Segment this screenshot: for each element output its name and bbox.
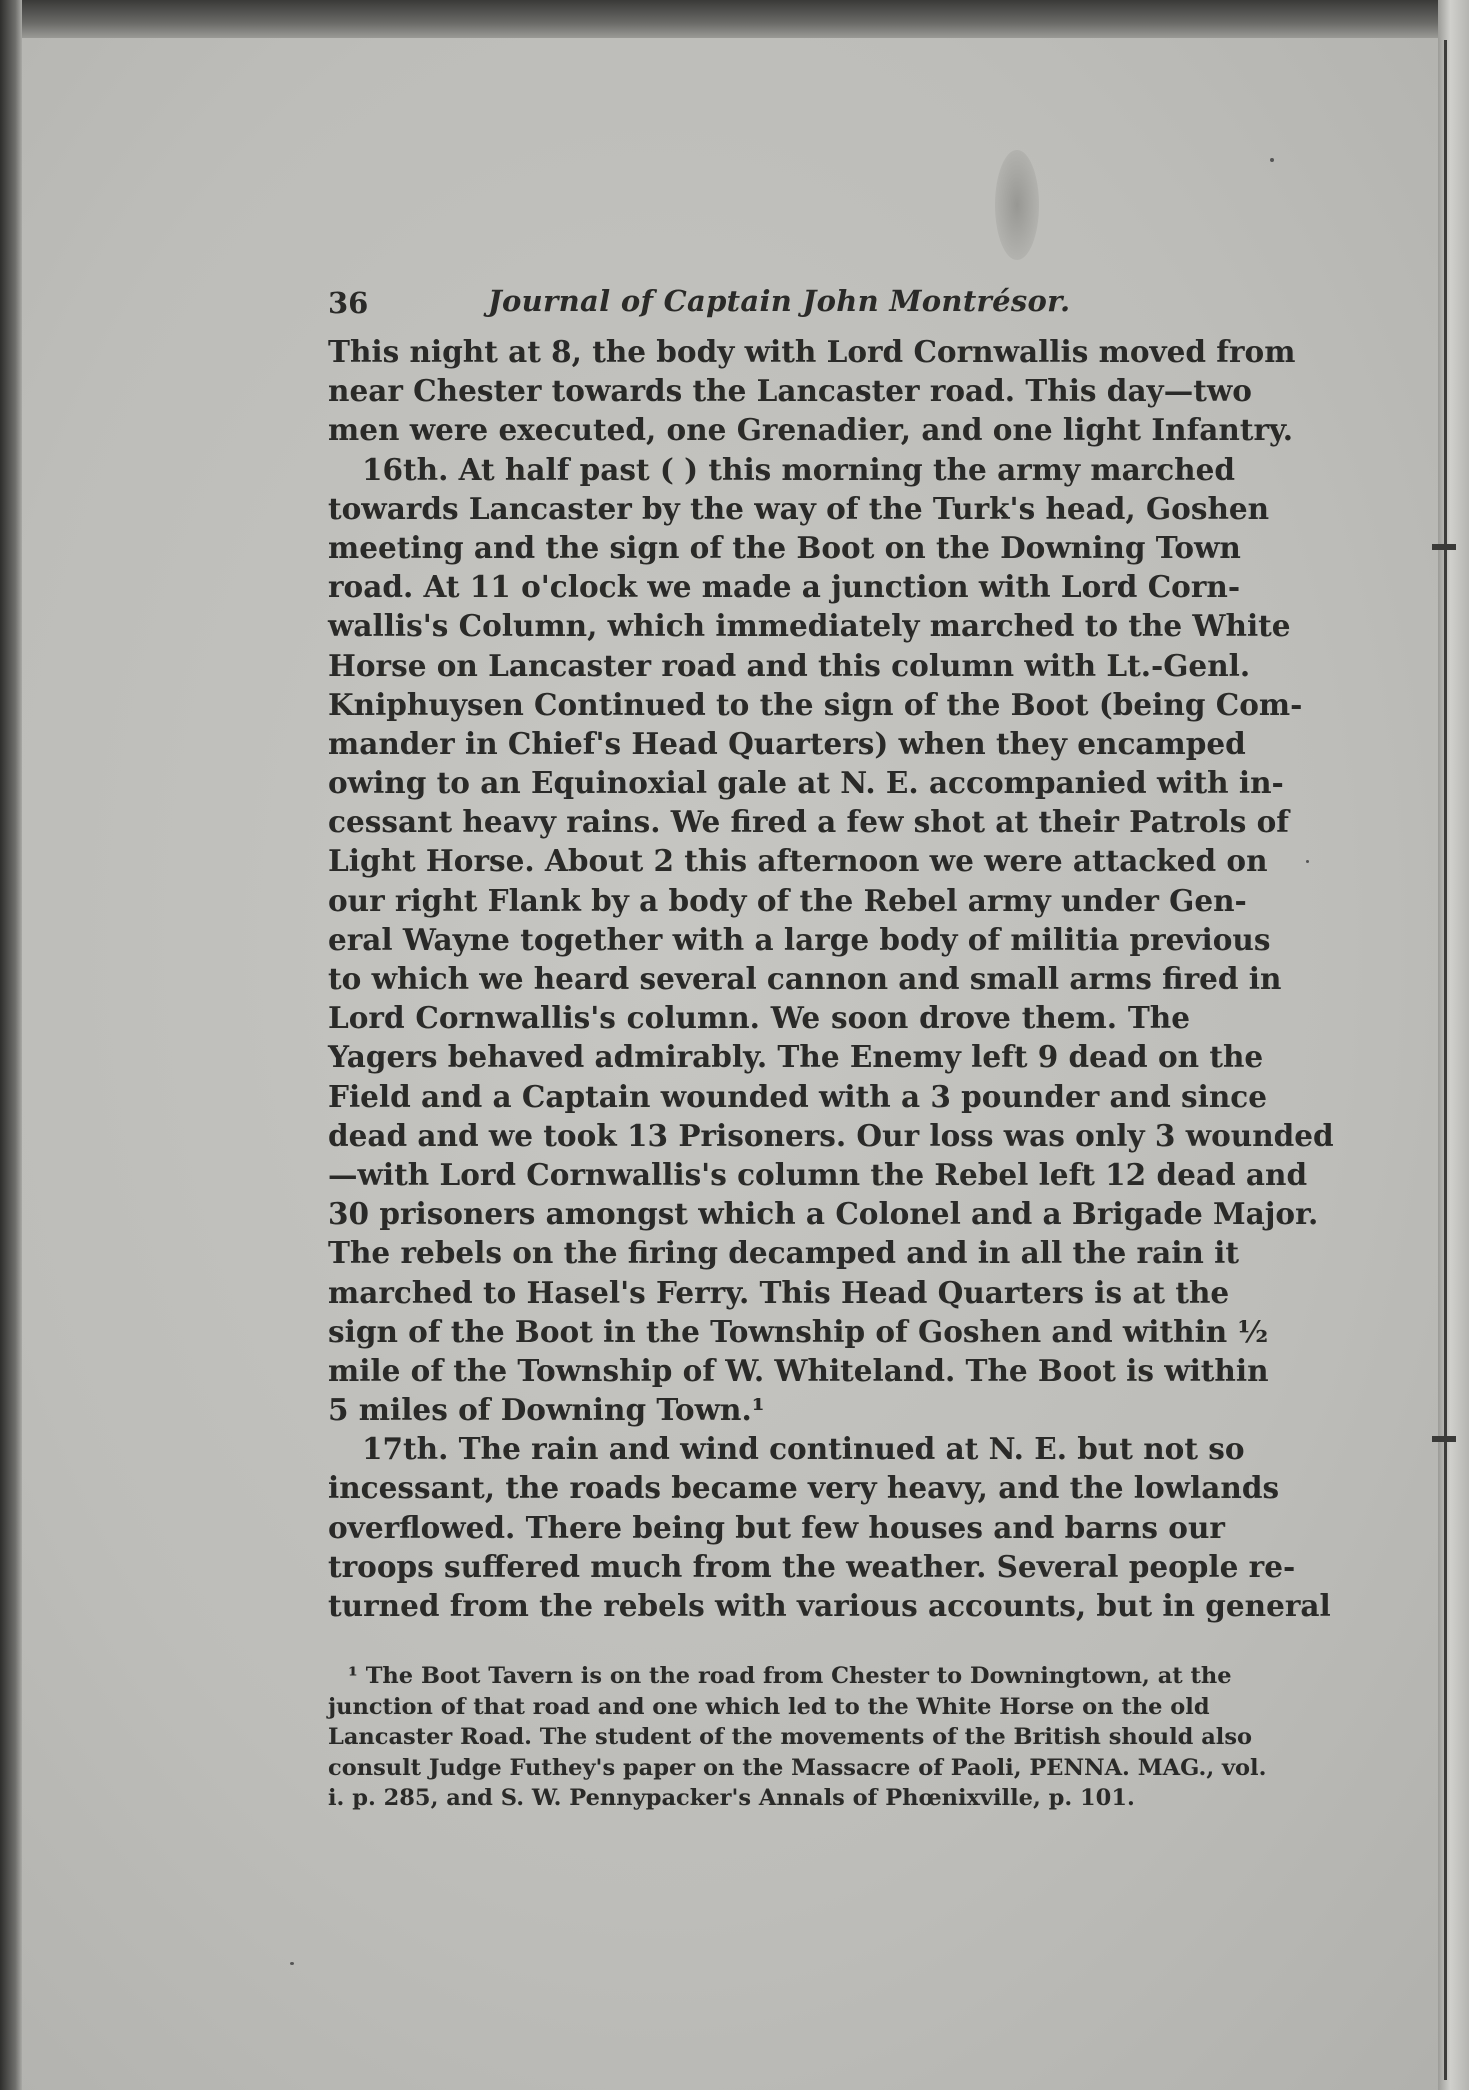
body-line: eral Wayne together with a large body of militia previous [328,921,1271,957]
binding-line [1444,40,1447,2080]
body-line: Lord Cornwallis's column. We soon drove them. The [328,1000,1190,1036]
page-top-edge [0,0,1469,38]
body-line: men were executed, one Grenadier, and one light Infantry. [328,412,1294,448]
footnote-line: i. p. 285, and S. W. Pennypacker's Annals of Phœnixville, p. 101. [328,1785,1135,1812]
body-line: our right Flank by a body of the Rebel army under Gen- [328,882,1247,918]
body-line: sign of the Boot in the Township of Goshen and within ½ [328,1313,1269,1349]
body-line: cessant heavy rains. We fired a few shot at their Patrols of [328,804,1289,840]
body-line: The rebels on the firing decamped and in all the rain it [328,1235,1239,1271]
body-line: 16th. At half past ( ) this morning the army marched [362,451,1236,487]
binding-mark [1432,1436,1456,1442]
body-line: 5 miles of Downing Town.¹ [328,1392,765,1428]
body-line: mile of the Township of W. Whiteland. The Boot is within [328,1352,1269,1388]
body-line: Light Horse. About 2 this afternoon we were attacked on [328,843,1268,879]
binding-mark [1432,544,1456,550]
body-line: owing to an Equinoxial gale at N. E. accompanied with in- [328,765,1284,801]
body-line: towards Lancaster by the way of the Turk's head, Goshen [328,490,1270,526]
page-number: 36 [328,286,369,320]
page-left-edge [0,0,22,2090]
body-line: near Chester towards the Lancaster road. This day—two [328,373,1252,409]
dust-speck [1306,860,1309,863]
body-line: marched to Hasel's Ferry. This Head Quarters is at the [328,1274,1230,1310]
body-line: meeting and the sign of the Boot on the Downing Town [328,529,1241,565]
dust-speck [1270,158,1274,162]
body-line: Field and a Captain wounded with a 3 pounder and since [328,1078,1268,1114]
body-line: turned from the rebels with various accounts, but in general [328,1588,1331,1623]
body-line: Yagers behaved admirably. The Enemy left 9 dead on the [328,1039,1264,1075]
body-line: to which we heard several cannon and small arms fired in [328,961,1282,996]
dust-speck [290,1962,294,1965]
page-right-edge [1438,0,1469,2090]
footnote-line: junction of that road and one which led to the White Horse on the old [328,1693,1210,1720]
ink-smudge [995,150,1039,260]
footnote-line: consult Judge Futhey's paper on the Massacre of Paoli, PENNA. MAG., vol. [328,1754,1267,1781]
body-line: mander in Chief's Head Quarters) when they encamped [328,725,1246,761]
footnotes [328,1661,1267,1814]
body-line: Kniphuysen Continued to the sign of the Boot (being Com- [328,686,1303,722]
body-line: dead and we took 13 Prisoners. Our loss was only 3 wounded [328,1117,1334,1153]
body-line: 30 prisoners amongst which a Colonel and a Brigade Major. [328,1196,1319,1232]
body-line: Horse on Lancaster road and this column with Lt.-Genl. [328,647,1251,683]
running-title: Journal of Captain John Montrésor. [488,284,1071,318]
body-line: wallis's Column, which immediately marched to the White [328,608,1291,644]
body-line: overflowed. There being but few houses and barns our [328,1509,1225,1545]
page-header [328,280,1190,332]
body-line: 17th. The rain and wind continued at N. E. but not so [362,1431,1245,1467]
body-line: incessant, the roads became very heavy, and the lowlands [328,1470,1280,1506]
body-line: road. At 11 o'clock we made a junction with Lord Corn- [328,569,1241,605]
footnote-line: Lancaster Road. The student of the movements of the British should also [328,1724,1253,1751]
body-text [328,332,1334,1625]
body-line: troops suffered much from the weather. Several people re- [328,1548,1296,1584]
body-line: This night at 8, the body with Lord Cornwallis moved from [328,334,1296,369]
footnote-line: ¹ The Boot Tavern is on the road from Chester to Downingtown, at the [348,1663,1232,1690]
body-line: —with Lord Cornwallis's column the Rebel left 12 dead and [328,1156,1308,1192]
page-text [328,280,1334,1814]
